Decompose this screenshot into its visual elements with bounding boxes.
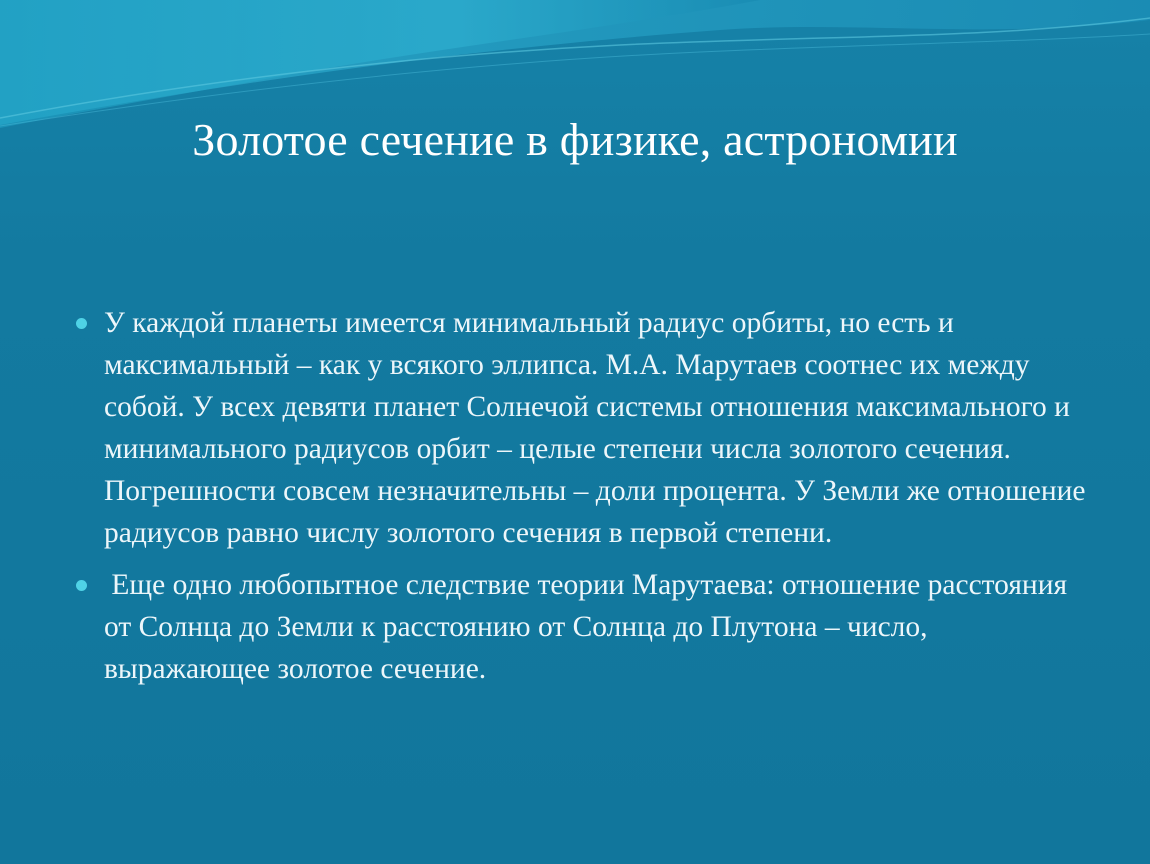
list-item — [76, 564, 1086, 690]
bullet-dot-icon — [76, 318, 87, 329]
bullet-dot-icon — [76, 580, 87, 591]
bullet-text: Еще одно любопытное следствие теории Марутаева: отношение расстояния от Солнца до Земли к расстоянию от Солнца до Плутона – число, выражающее золотое сечение. — [104, 569, 1075, 685]
list-item — [76, 302, 1086, 554]
bullet-list — [76, 302, 1086, 700]
slide-title: Золотое сечение в физике, астрономии — [192, 114, 958, 165]
bullet-text: У каждой планеты имеется минимальный радиус орбиты, но есть и максимальный – как у всякого эллипса. М.А. Марутаев соотнес их между собой. У всех девяти планет Солнечой системы отношения максимального и минимального радиусов орбит – целые степени числа золотого сечения. Погрешности совсем незначительны – доли процента. У Земли же отношение радиусов равно числу золотого сечения в первой степени. — [104, 307, 1086, 549]
